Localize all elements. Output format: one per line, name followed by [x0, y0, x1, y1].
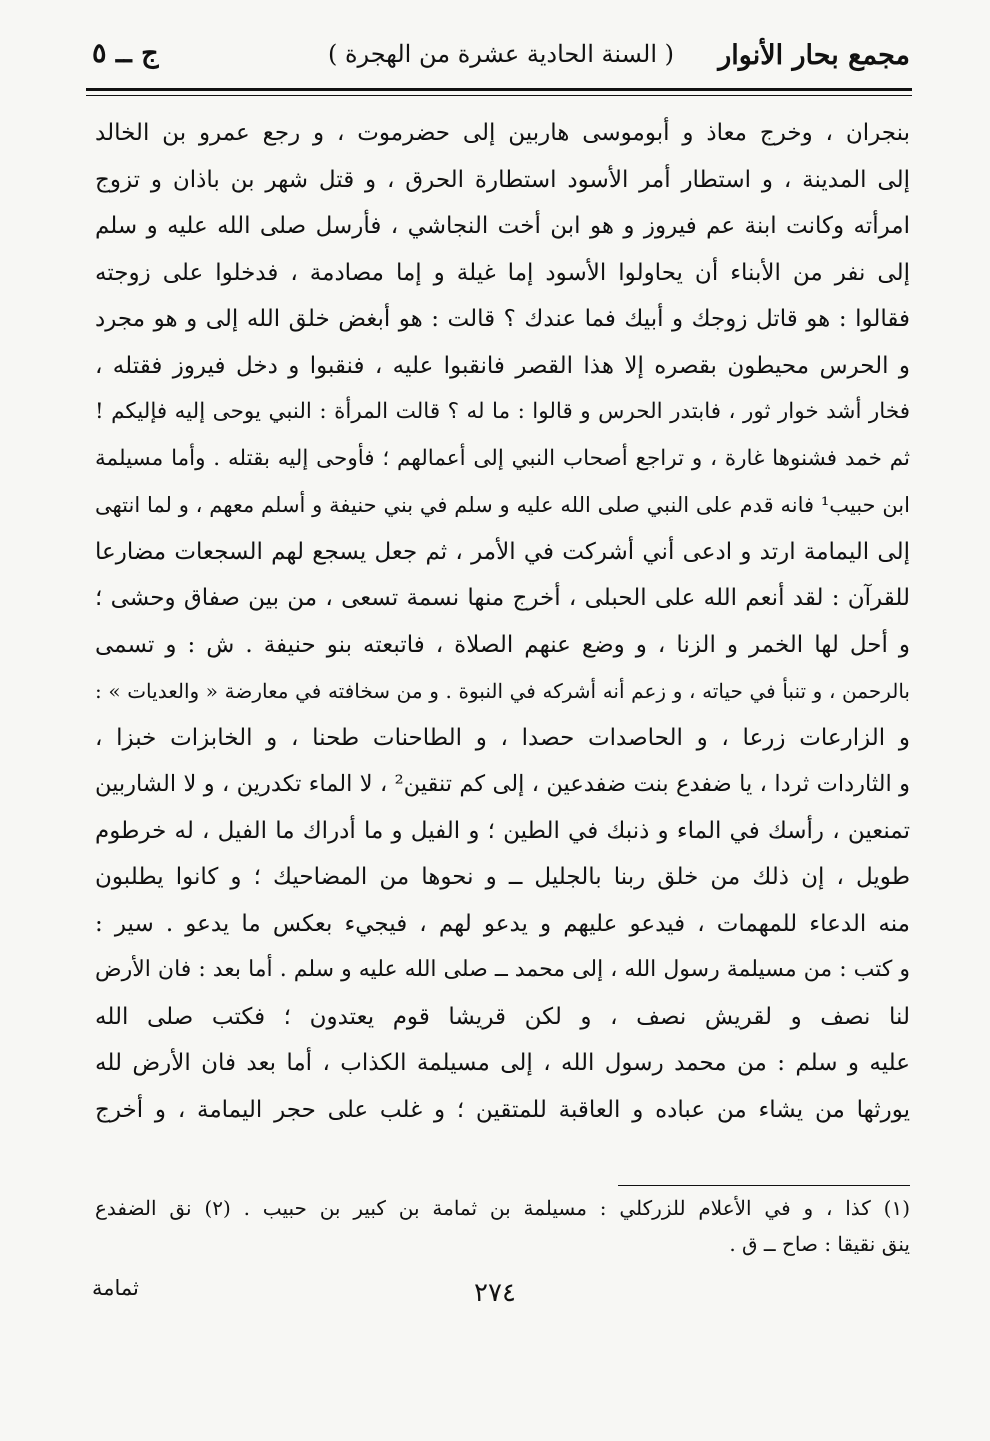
footnote-rule — [618, 1185, 910, 1186]
text-line: فخار أشد خوار ثور ، فابتدر الحرس و قالوا : ما له ؟ قالت المرأة : النبي يوحى إليه فإليكم ! — [95, 399, 910, 424]
text-line: لنا نصف و لقريش نصف ، و لكن قريشا قوم يعتدون ؛ فكتب صلى الله — [95, 1003, 910, 1030]
text-line: ثم خمد فشنوها غارة ، و تراجع أصحاب النبي إلى أعمالهم ؛ فأوحى إليه بقتله . وأما مسيلمة — [95, 445, 910, 471]
text-line: و كتب : من مسيلمة رسول الله ، إلى محمد ــ صلى الله عليه و سلم . أما بعد : فان الأرض — [95, 957, 910, 982]
text-line: إلى اليمامة ارتد و ادعى أني أشركت في الأمر ، ثم جعل يسجع لهم السجعات مضارعا — [95, 538, 910, 565]
section-heading: ( السنة الحادية عشرة من الهجرة ) — [327, 40, 675, 68]
text-line: و الحرس محيطون بقصره إلا هذا القصر فانقبوا عليه ، فنقبوا و دخل فيروز فقتله ، — [95, 352, 910, 379]
footnote-line: ينق نقيقا : صاح ــ ق . — [729, 1232, 910, 1256]
text-line: بنجران ، وخرج معاذ و أبوموسى هاربين إلى حضرموت ، و رجع عمرو بن الخالد — [95, 120, 910, 146]
text-line: بالرحمن ، و تنبأ في حياته ، و زعم أنه أشركه في النبوة . و من سخافته في معارضة « والعديات » : — [95, 679, 910, 703]
book-title: مجمع بحار الأنوار — [718, 40, 910, 71]
text-line: امرأته وكانت ابنة عم فيروز و هو ابن أخت النجاشي ، فأرسل صلى الله عليه و سلم — [95, 213, 910, 239]
text-line: فقالوا : هو قاتل زوجك و أبيك فما عندك ؟ قالت : هو أبغض خلق الله إلى و هو مجرد — [95, 306, 910, 332]
page-number: ٢٧٤ — [474, 1278, 516, 1308]
header-rule-thick — [86, 88, 912, 91]
text-line: تمنعين ، رأسك في الماء و ذنبك في الطين ؛ و الفيل و ما أدراك ما الفيل ، له خرطوم — [95, 817, 910, 844]
text-line: يورثها من يشاء من عباده و العاقبة للمتقين ؛ و غلب على حجر اليمامة ، و أخرج — [95, 1096, 910, 1123]
running-header — [92, 36, 910, 80]
text-line: ابن حبيب¹ فانه قدم على النبي صلى الله عليه و سلم في بني حنيفة و أسلم معهم ، و لما انتهى — [95, 493, 910, 517]
volume-number: ج ــ ٥ — [92, 38, 159, 69]
footnote-line: (١) كذا ، و في الأعلام للزركلي : مسيلمة بن ثمامة بن كبير بن حبيب . (٢) نق الضفدع — [95, 1196, 910, 1220]
text-line: و الزارعات زرعا ، و الحاصدات حصدا ، و الطاحنات طحنا ، و الخابزات خبزا ، — [95, 724, 910, 751]
text-line: طويل ، إن ذلك من خلق ربنا بالجليل ــ و نحوها من المضاحيك ؛ و كانوا يطلبون — [95, 864, 910, 890]
text-line: إلى المدينة ، و استطار أمر الأسود استطارة الحرق ، و قتل شهر بن باذان و تزوج — [95, 166, 910, 193]
main-text — [95, 110, 910, 1133]
header-rule-thin — [86, 95, 912, 96]
text-line: للقرآن : لقد أنعم الله على الحبلى ، أخرج منها نسمة تسعى ، من بين صفاق وحشى ؛ — [95, 585, 910, 611]
text-line: عليه و سلم : من محمد رسول الله ، إلى مسيلمة الكذاب ، أما بعد فان الأرض لله — [95, 1050, 910, 1076]
text-line: و الثاردات ثردا ، يا ضفدع بنت ضفدعين ، إلى كم تنقين² ، لا الماء تكدرين ، و لا الشاربين — [95, 771, 910, 797]
text-line: إلى نفر من الأبناء أن يحاولوا الأسود إما غيلة و إما مصادمة ، فدخلوا على زوجته — [95, 259, 910, 286]
text-line: و أحل لها الخمر و الزنا ، و وضع عنهم الصلاة ، فاتبعته بنو حنيفة . ش : و تسمى — [95, 631, 910, 658]
footnotes — [95, 1190, 910, 1262]
catchword: ثمامة — [92, 1276, 139, 1300]
text-line: منه الدعاء للمهمات ، فيدعو عليهم و يدعو لهم ، فيجيء بعكس ما يدعو . سير : — [95, 910, 910, 937]
